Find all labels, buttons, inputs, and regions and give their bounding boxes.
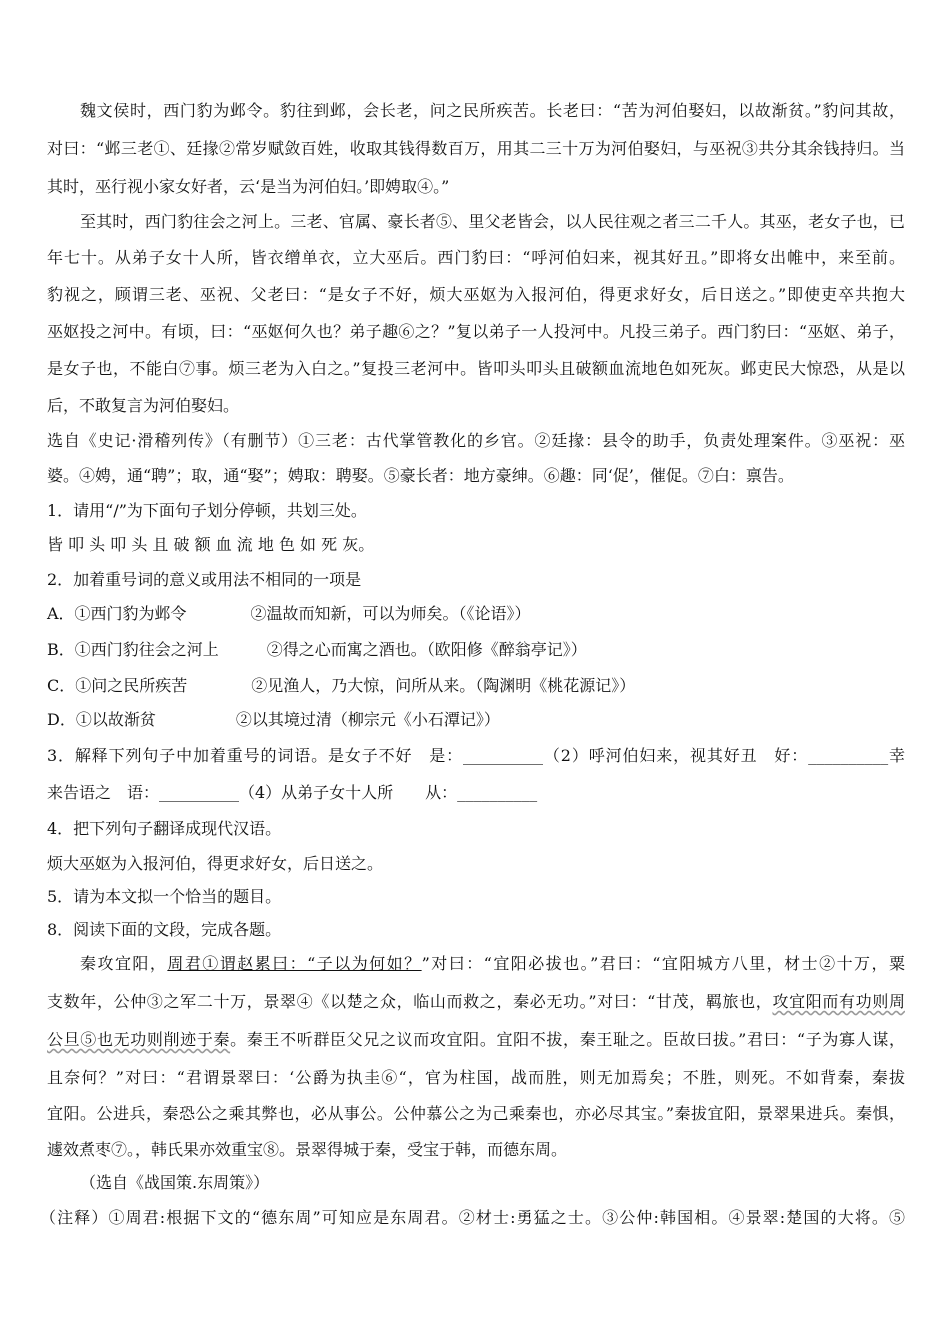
text: 支数年，公仲③之军二十万，景翠④《以楚之众，临山而救之，秦必无功。”对曰：“甘茂，羁旅也， bbox=[47, 992, 773, 1011]
question-line: 2．加着重号词的意义或用法不相同的一项是 bbox=[47, 570, 362, 589]
text: 。秦王不听群臣父兄之议而攻宜阳。宜阳不拔，秦王耻之。臣故曰拔。”君曰：“子为寡人谋， bbox=[230, 1030, 905, 1049]
text: 秦攻宜阳， bbox=[80, 954, 168, 973]
passage2-line: 遽效煮枣⑦。，韩氏果亦效重宝⑧。景翠得城于秦，受宝于韩，而德东周。 bbox=[47, 1140, 568, 1159]
passage1-line: 是女子也，不能白⑦事。烦三老为入白之。”复投三老河中。皆叩头叩头且破额血流地色如死灰。邺吏民大惊恐，从是以 bbox=[47, 359, 905, 378]
question-line: 4．把下列句子翻译成现代汉语。 bbox=[47, 819, 282, 838]
question-option: C．①问之民所疾苦 ②见渔人，乃大惊，问所从来。（陶渊明《桃花源记》） bbox=[47, 676, 636, 695]
question-option: A．①西门豹为邺令 ②温故而知新，可以为师矣。（《论语》） bbox=[47, 604, 531, 623]
passage1-line: 后，不敢复言为河伯娶妇。 bbox=[47, 396, 240, 415]
question-line: 5．请为本文拟一个恰当的题目。 bbox=[47, 887, 282, 906]
passage2-source: （选自《战国策.东周策》） bbox=[80, 1173, 270, 1192]
wavy-underlined-text: 攻宜阳而有功则周 bbox=[772, 992, 905, 1011]
passage2-line: 且奈何？”对曰：“君谓景翠曰：‘公爵为执圭⑥“，官为柱国，战而胜，则无加焉矣；不胜，则死。不如背秦，秦拔 bbox=[47, 1068, 905, 1087]
passage1-line: 魏文侯时，西门豹为邺令。豹往到邺，会长老，问之民所疾苦。长老曰：“苦为河伯娶妇，以故渐贫。”豹问其故， bbox=[80, 101, 905, 120]
text: ”对曰：“宜阳必拔也。”君曰：“宜阳城方八里，材士②十万，粟 bbox=[421, 954, 905, 973]
question-line: 来告语之 语：__________（4）从弟子女十人所 从：__________ bbox=[47, 783, 538, 802]
passage1-line: 年七十。从弟子女十人所，皆衣缯单衣，立大巫后。西门豹曰：“呼河伯妇来，视其好丑。”即将女出帷中，来至前。 bbox=[47, 248, 905, 267]
question-option: D．①以故渐贫 ②以其境过清（柳宗元《小石潭记》） bbox=[47, 710, 500, 729]
passage2-notes: （注释）①周君:根据下文的“德东周”可知应是东周君。②材士:勇猛之士。③公仲:韩国相。④景翠:楚国的大将。⑤ bbox=[40, 1208, 905, 1227]
question-line: 8．阅读下面的文段，完成各题。 bbox=[47, 920, 282, 939]
passage1-line: 其时，巫行视小家女好者，云‘是当为河伯妇。’即娉取④。” bbox=[47, 177, 450, 196]
passage2-line bbox=[80, 953, 905, 975]
passage2-line: 宜阳。公进兵，秦恐公之乘其弊也，必从事公。公仲慕公之为己乘秦也，亦必尽其宝。”秦拔宜阳，景翠果进兵。秦惧， bbox=[47, 1104, 905, 1123]
passage1-line: 豹视之，顾谓三老、巫祝、父老曰：“是女子不好，烦大巫妪为入报河伯，得更求好女，后日送之。”即使吏卒共抱大 bbox=[47, 285, 905, 304]
question-line: 烦大巫妪为入报河伯，得更求好女，后日送之。 bbox=[47, 854, 384, 873]
passage1-line: 巫妪投之河中。有顷，曰：“巫妪何久也？弟子趣⑥之？”复以弟子一人投河中。凡投三弟子。西门豹曰：“巫妪、弟子， bbox=[47, 322, 905, 341]
wavy-underlined-text: 公旦⑤也无功则削迹于秦 bbox=[47, 1030, 231, 1049]
passage1-line: 对曰：“邺三老①、廷掾②常岁赋敛百姓，收取其钱得数百万，用其二三十万为河伯娶妇，与巫祝③共分其余钱持归。当 bbox=[47, 139, 905, 158]
passage1-line: 至其时，西门豹往会之河上。三老、官属、豪长者⑤、里父老皆会，以人民往观之者三二千人。其巫，老女子也，已 bbox=[80, 212, 905, 231]
question-line: 3．解释下列句子中加着重号的词语。是女子不好 是：__________（2）呼河伯妇来，视其好丑 好：__________幸 bbox=[47, 746, 905, 765]
passage2-line bbox=[47, 1029, 905, 1051]
passage1-notes: 婆。④娉，通“聘”；取，通“娶”；娉取：聘娶。⑤豪长者：地方豪绅。⑥趣：同‘促’，催促。⑦白：禀告。 bbox=[47, 466, 794, 485]
question-line: 1．请用“/”为下面句子划分停顿，共划三处。 bbox=[47, 501, 367, 520]
question-option: B．①西门豹往会之河上 ②得之心而寓之酒也。（欧阳修《醉翁亭记》） bbox=[47, 640, 587, 659]
passage1-notes: 选自《史记·滑稽列传》（有删节）①三老：古代掌管教化的乡官。②廷掾：县令的助手，负责处理案件。③巫祝：巫 bbox=[47, 431, 905, 450]
underlined-sentence: 周君①谓赵累曰：“子以为何如？ bbox=[167, 954, 422, 973]
passage2-line bbox=[47, 991, 905, 1013]
question-line: 皆 叩 头 叩 头 且 破 额 血 流 地 色 如 死 灰。 bbox=[47, 535, 375, 554]
